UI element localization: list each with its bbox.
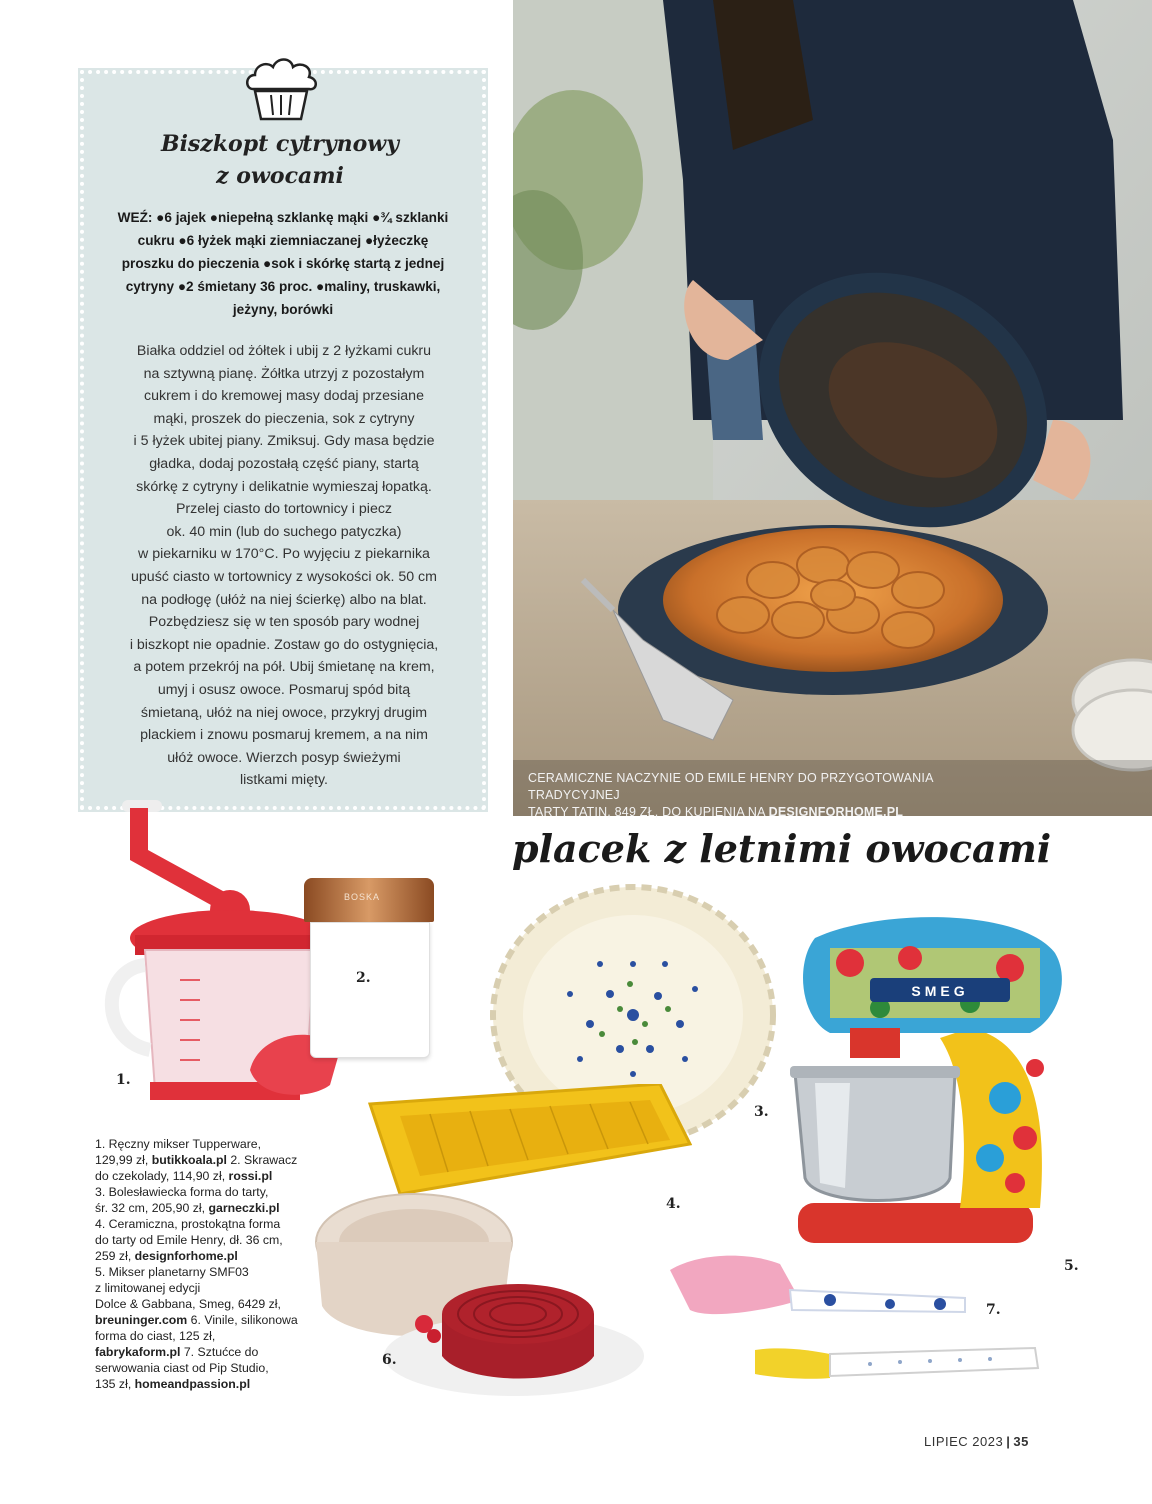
photo-caption-line-1: CERAMICZNE NACZYNIE OD EMILE HENRY DO PRZYGOTOWANIA TRADYCYJNEJ: [528, 771, 933, 802]
product-line: 3. Bolesławiecka forma do tarty,: [95, 1185, 269, 1199]
ingredients-line: jeżyny, borówki: [232, 302, 334, 317]
product-line: fabrykaform.pl 7. Sztućce do: [95, 1345, 259, 1359]
product-number-2: 2.: [356, 970, 371, 986]
product-line: serwowania ciast od Pip Studio,: [95, 1361, 269, 1375]
instruction-line: Przelej ciasto do tortownicy i piecz: [175, 501, 393, 518]
photo-caption-line-2: [528, 804, 1008, 821]
instruction-line: Białka oddziel od żółtek i ubij z 2 łyżkami cukru: [136, 343, 432, 359]
recipe-instructions: [110, 340, 458, 792]
photo-caption: [528, 770, 1008, 821]
instruction-line: gładka, dodaj pozostałą część piany, startą: [149, 455, 419, 472]
instruction-line: a potem przekrój na pół. Ubij śmietanę na krem,: [133, 659, 435, 676]
silicone-mould-image: [314, 1186, 644, 1398]
stand-mixer-image: [790, 908, 1090, 1248]
photo-caption-price: TARTY TATIN, 849 ZŁ, DO KUPIENIA NA: [528, 805, 769, 819]
hero-photo: [513, 0, 1152, 816]
instruction-line: ok. 40 min (lub do suchego patyczka): [166, 523, 402, 540]
instruction-line: na podłogę (ułóż na niej ścierkę) albo na blat.: [141, 591, 427, 608]
product-number-4: 4.: [666, 1196, 681, 1212]
product-line: Dolce & Gabbana, Smeg, 6429 zł,: [95, 1297, 281, 1311]
ingredients-line: cukru ●6 łyżek mąki ziemniaczanej ●łyżeczkę: [137, 233, 429, 248]
instruction-line: i 5 łyżek ubitej piany. Zmiksuj. Gdy masa będzie: [133, 433, 435, 450]
product-number-6: 6.: [382, 1352, 397, 1368]
ingredients-list: [108, 206, 458, 321]
instruction-line: w piekarniku w 170°C. Po wyjęciu z piekarnika: [138, 546, 430, 563]
photo-caption-site: DESIGNFORHOME.PL: [768, 805, 904, 819]
product-line: breuninger.com 6. Vinile, silikonowa: [95, 1313, 298, 1327]
product-line: 4. Ceramiczna, prostokątna forma: [95, 1217, 281, 1231]
instruction-line: na sztywną pianę. Żółtka utrzyj z pozostałym: [143, 365, 425, 382]
product-number-5: 5.: [1064, 1258, 1079, 1274]
instruction-line: plackiem i znowu posmaruj kremem, a na nim: [140, 727, 428, 744]
instruction-line: i biszkopt nie opadnie. Zostaw go do ostygnięcia,: [129, 636, 439, 653]
products-list: [95, 1136, 315, 1392]
recipe-title-line-1: Biszkopt cytrynowy: [160, 131, 400, 157]
instruction-line: ułóż owoce. Wierzch posyp świeżymi: [167, 749, 401, 766]
issue-date: LIPIEC 2023: [924, 1434, 1004, 1449]
page-footer: [924, 1434, 1029, 1449]
page-number: 35: [1013, 1434, 1029, 1449]
cake-server-set-image: [660, 1250, 1044, 1390]
recipe-title: [110, 128, 450, 192]
product-line: do czekolady, 114,90 zł, rossi.pl: [95, 1169, 273, 1183]
muffin-icon: [243, 55, 319, 125]
mixer-brand-label: SMEG: [911, 983, 969, 999]
product-line: śr. 32 cm, 205,90 zł, garneczki.pl: [95, 1201, 280, 1215]
ingredients-line: WEŹ: ●6 jajek ●niepełną szklankę mąki ●¾ szklanki: [117, 210, 449, 225]
product-line: forma do ciast, 125 zł,: [95, 1329, 216, 1343]
product-line: z limitowanej edycji: [95, 1281, 201, 1295]
chocolate-scraper-image: [304, 878, 434, 1058]
product-line: 259 zł, designforhome.pl: [95, 1249, 238, 1263]
instruction-line: mąki, proszek do pieczenia, sok z cytryny: [153, 410, 415, 427]
ingredients-line: cytryny ●2 śmietany 36 proc. ●maliny, truskawki,: [125, 279, 441, 294]
product-number-7: 7.: [986, 1302, 1001, 1318]
footer-separator: |: [1006, 1434, 1011, 1449]
scraper-body: [310, 922, 430, 1058]
product-line: do tarty od Emile Henry, dł. 36 cm,: [95, 1233, 283, 1247]
product-number-3: 3.: [754, 1104, 769, 1120]
section-headline: placek z letnimi owocami: [512, 826, 1052, 871]
instruction-line: cukrem i do kremowej masy dodaj przesiane: [144, 388, 424, 405]
product-number-1: 1.: [116, 1072, 131, 1088]
product-line: 5. Mikser planetarny SMF03: [95, 1265, 249, 1279]
product-line: 129,99 zł, butikkoala.pl 2. Skrawacz: [95, 1153, 298, 1167]
ingredients-line: proszku do pieczenia ●sok i skórkę startą z jednej: [121, 256, 445, 271]
scraper-brand-label: BOSKA: [344, 892, 381, 902]
recipe-title-line-2: z owocami: [216, 163, 344, 189]
instruction-line: umyj i osusz owoce. Posmaruj spód bitą: [157, 681, 411, 698]
product-line: 135 zł, homeandpassion.pl: [95, 1377, 251, 1391]
instruction-line: Pozbędziesz się w ten sposób pary wodnej: [148, 614, 420, 631]
tatin-photo-illustration: [513, 0, 1152, 816]
rectangular-tart-dish-image: [360, 1084, 692, 1194]
instruction-line: skórkę z cytryny i delikatnie wymieszaj łopatką.: [136, 478, 432, 495]
product-line: 1. Ręczny mikser Tupperware,: [95, 1137, 262, 1151]
instruction-line: upuść ciasto w tortownicy z wysokości ok. 50 cm: [131, 568, 437, 585]
instruction-line: śmietaną, ułóż na niej owoce, przykryj drugim: [140, 704, 428, 721]
instruction-line: listkami mięty.: [239, 772, 329, 789]
